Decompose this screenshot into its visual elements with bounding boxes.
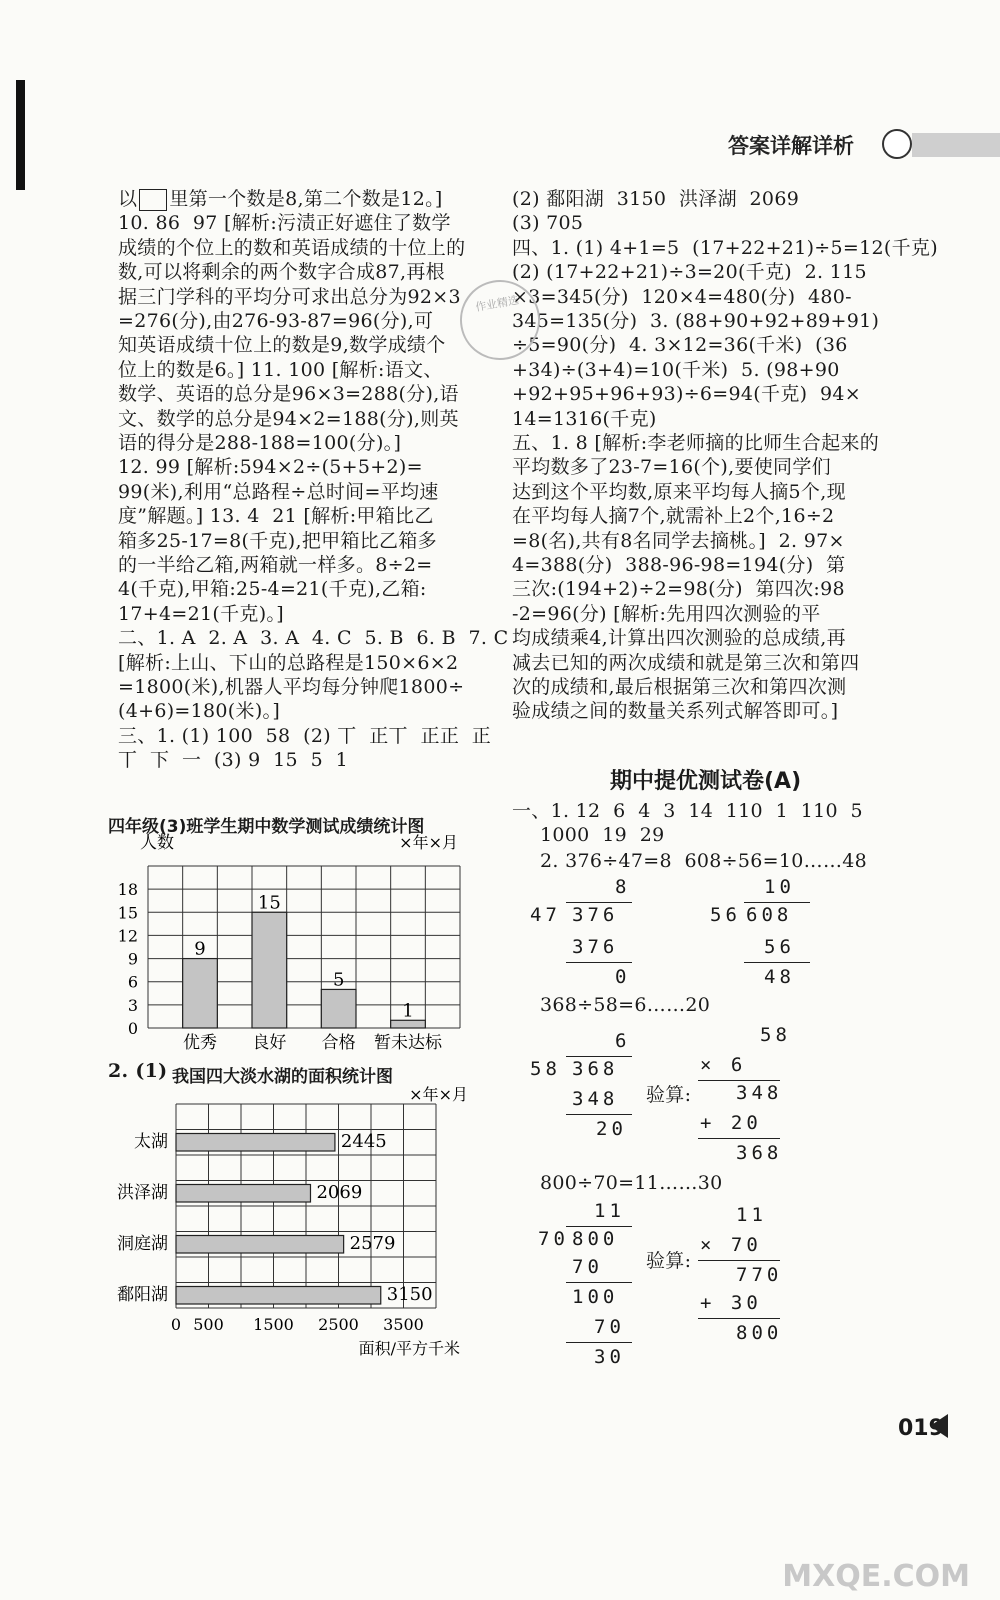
chart1-category-label: 合格 [321,1033,356,1053]
left-line: (4+6)=180(米)。] [118,700,281,723]
chart1-category-label: 暂未达标 [374,1033,442,1053]
right-line: ÷5=90(分) 4. 3×12=36(千米) (36 [512,334,848,357]
left-line: 二、1. A 2. A 3. A 4. C 5. B 6. B 7. C [118,627,509,650]
chart2-xlabel: 面积/平方千米 [358,1339,460,1358]
right-line: 4=388(分) 388-96-98=194(分) 第 [512,554,846,576]
check4-sum: 800 [736,1322,783,1344]
chart1-category-label: 良好 [252,1033,287,1053]
div1-sub: 376 [572,936,619,958]
chart2-bar [176,1134,335,1152]
left-line: 三、1. (1) 100 58 (2) 丅 正丅 正正 正 [118,724,492,747]
left-line: 成绩的个位上的数和英语成绩的十位上的 [118,236,466,259]
div4-quotient: 11 [594,1200,625,1222]
left-line: 4(千克),甲箱:25-4=21(千克),乙箱: [118,578,427,601]
right-line: (2) (17+22+21)÷3=20(千克) 2. 115 [512,261,867,284]
left-line: 数,可以将剩余的两个数字合成87,再根 [118,261,445,284]
s1-line2: 1000 19 29 [540,824,665,846]
div3-sub: 348 [572,1088,619,1110]
chart2-xtick: 0 [170,1315,182,1334]
site-watermark: MXQE.COM [782,1559,970,1594]
chart1-bar [252,912,287,1028]
right-line: 平均数多了23-7=16(个),要使同学们 [512,456,831,479]
right-line: 345=135(分) 3. (88+90+92+89+91) [512,310,880,332]
section-title: 期中提优测试卷(A) [610,769,802,794]
chart2-title: 我国四大淡水湖的面积统计图 [172,1067,393,1087]
chart2-xtick: 2500 [318,1315,359,1334]
check3-sum: 368 [736,1142,783,1164]
div4-line: 800÷70=11……30 [540,1172,723,1194]
chart2-value-label: 2445 [340,1131,387,1152]
div3-line: 368÷58=6……20 [540,994,711,1016]
chart2-category-label: 洪泽湖 [117,1183,168,1203]
stamp-watermark: 作业精选 [454,274,547,367]
div2-dividend: 608 [746,904,793,926]
left-line: 语的得分是288-188=100(分)。] [118,432,402,454]
div1-rem: 0 [615,966,631,988]
chart2-xtick: 500 [193,1315,224,1334]
left-line: 文、数学的总分是94×2=188(分),则英 [118,407,459,430]
check3-add: + 20 [700,1112,762,1134]
chart2-category-label: 洞庭湖 [117,1234,168,1254]
chart1-ytick: 9 [127,949,138,969]
div1-quotient: 8 [615,876,631,898]
left-line: =1800(米),机器人平均每分钟爬1800÷ [118,676,465,698]
left-line: 10. 86 97 [解析:污渍正好遮住了数学 [118,212,451,235]
chart1-svg [108,832,488,1062]
chart1-bar [321,989,356,1028]
check4-label: 验算: [646,1250,692,1272]
div4-divisor: 70 [538,1228,569,1250]
blank-box [139,189,167,211]
check4-p: 770 [736,1264,783,1286]
chart2-bar [176,1236,344,1254]
right-line: +92+95+96+93)÷6=94(千克) 94× [512,383,862,406]
div4-rem: 30 [594,1346,625,1368]
check4-add: + 30 [700,1292,762,1314]
left-line: 17+4=21(千克)。] [118,602,284,625]
page-arrow-icon [930,1414,948,1438]
right-line: 三次:(194+2)÷2=98(分) 第四次:98 [512,578,845,601]
chart2-svg [100,1084,500,1364]
left-line: 度”解题。] 13. 4 21 [解析:甲箱比乙 [118,505,434,528]
div1-dividend: 376 [572,904,619,926]
chart1-ytick: 18 [117,880,138,900]
chart1-bar [183,959,218,1028]
right-line: 验成绩之间的数量关系列式解答即可。] [512,700,839,723]
right-line: (2) 鄱阳湖 3150 洪泽湖 2069 [512,188,800,210]
right-line: 在平均每人摘7个,就需补上2个,16÷2 [512,505,835,528]
chart1-value-label: 5 [332,969,345,991]
header-title: 答案详解详析 [728,134,854,158]
div3-dividend: 368 [572,1058,619,1080]
chart1-title: 四年级(3)班学生期中数学测试成绩统计图 [108,817,425,837]
chart1-ylabel: 人数 [140,833,174,853]
left-line: =276(分),由276-93-87=96(分),可 [118,310,434,332]
div4-r1: 100 [572,1286,619,1308]
chart2-bar [176,1287,381,1305]
chart2-labels [117,1085,468,1358]
right-line: (3) 705 [512,212,584,235]
div1-divisor: 47 [530,904,561,926]
chart2-date: ×年×月 [409,1085,468,1104]
chart1-value-label: 15 [257,892,281,914]
check3-p: 348 [736,1082,783,1104]
right-line: 达到这个平均数,原来平均每人摘5个,现 [512,480,846,503]
left-line: 位上的数是6。] 11. 100 [解析:语文、 [118,358,443,381]
right-line: =8(名),共有8名同学去摘桃。] 2. 97× [512,529,845,552]
left-line: 以 里第一个数是8,第二个数是12。] [118,188,443,210]
left-line: 数学、英语的总分是96×3=288(分),语 [118,383,459,406]
chart2-bar [176,1185,310,1203]
right-line: ×3=345(分) 120×4=480(分) 480- [512,285,852,308]
div4-sub1: 70 [572,1256,603,1278]
q2-label: 2. (1) [108,1060,168,1082]
right-line: 14=1316(千克) [512,407,657,430]
left-line: 据三门学科的平均分可求出总分为92×3 [118,285,461,308]
chart2-category-label: 鄱阳湖 [117,1285,168,1305]
chart1-category-label: 优秀 [183,1033,217,1053]
s2-line: 2. 376÷47=8 608÷56=10……48 [540,850,868,872]
check4-a: 11 [736,1204,767,1226]
div2-divisor: 56 [710,904,741,926]
chart1-ytick: 12 [117,926,138,946]
left-line: 的一半给乙箱,两箱就一样多。8÷2= [118,554,433,576]
left-line: 知英语成绩十位上的数是9,数学成绩个 [118,334,446,357]
chart2-value-label: 2069 [316,1182,363,1203]
left-line: 99(米),利用“总路程÷总时间=平均速 [118,480,439,503]
chart1-ytick: 3 [127,995,138,1015]
div4-dividend: 800 [572,1228,619,1250]
check3-label: 验算: [646,1084,692,1106]
left-line: 12. 99 [解析:594×2÷(5+5+2)= [118,456,423,479]
check4-b: × 70 [700,1234,762,1256]
page-number: 019 [898,1416,944,1441]
chart1-value-label: 1 [402,1000,414,1022]
check3-a: 58 [760,1024,791,1046]
right-line: 次的成绩和,最后根据第三次和第四次测 [512,676,847,698]
right-line: +34)÷(3+4)=10(千米) 5. (98+90 [512,358,840,381]
chart2-value-label: 2579 [349,1233,396,1254]
right-line: 四、1. (1) 4+1=5 (17+22+21)÷5=12(千克) [512,236,938,259]
chart2-bars [176,1134,381,1305]
chart2-category-label: 太湖 [134,1132,168,1152]
div2-sub: 56 [764,936,795,958]
div2-quotient: 10 [764,876,795,898]
div3-rem: 20 [596,1118,627,1140]
div4-sub2: 70 [594,1316,625,1338]
mascot-icon [882,129,912,159]
left-margin-bar [16,80,25,190]
div3-quotient: 6 [615,1030,631,1052]
right-line: -2=96(分) [解析:先用四次测验的平 [512,602,821,625]
div2-rem: 48 [764,966,795,988]
left-line: [解析:上山、下山的总路程是150×6×2 [118,651,459,674]
chart1-date: ×年×月 [399,833,458,852]
chart1-ytick: 6 [127,972,138,992]
chart1-ytick: 15 [117,903,138,923]
chart2-xtick: 3500 [383,1315,424,1334]
chart1-bar [391,1020,426,1028]
left-line: 箱多25-17=8(千克),把甲箱比乙箱多 [118,529,437,552]
chart2-value-label: 3150 [386,1284,433,1305]
chart1-ytick: 0 [127,1019,138,1038]
left-line: 丅 下 一 (3) 9 15 5 1 [118,749,349,772]
s1-line1: 一、1. 12 6 4 3 14 110 1 110 5 [512,800,863,822]
right-line: 均成绩乘4,计算出四次测验的总成绩,再 [512,627,846,650]
header-bar [912,133,1000,157]
chart1-value-label: 9 [194,938,206,960]
right-line: 五、1. 8 [解析:李老师摘的比师生合起来的 [512,432,880,454]
chart1-bars [183,912,426,1028]
check3-b: × 6 [700,1054,747,1076]
chart2-xtick: 1500 [253,1315,294,1334]
div3-divisor: 58 [530,1058,561,1080]
right-line: 减去已知的两次成绩和就是第三次和第四 [512,651,860,674]
